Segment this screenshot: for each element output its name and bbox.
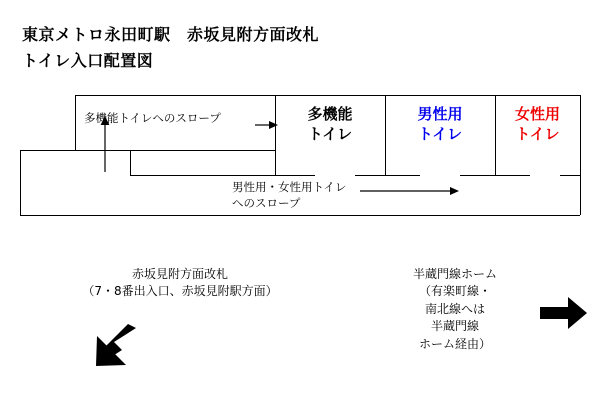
slope-male-female-arrow-icon [360,185,460,197]
wall-bottom [20,215,580,216]
room-label-female-line1: 女性用 [514,105,560,123]
annotation-slope-male-female-line1: 男性用・女性用トイレ [232,180,347,194]
wall-front-multipurpose-b [355,175,385,176]
wall-inner-corridor-vertical [130,150,131,175]
arrow-down-left-icon [92,322,138,368]
room-label-male [385,104,495,145]
wall-left-upper [75,95,76,150]
wall-front-male-b [460,175,495,176]
caption-right-line3: 南北線へは [424,301,485,316]
caption-right-line1: 半蔵門線ホーム [412,267,497,281]
annotation-slope-male-female-line2: へのスロープ [232,196,301,210]
page-title-line-1: 東京メトロ永田町駅 赤坂見附方面改札 [22,25,320,44]
wall-left-outer [20,150,21,215]
arrow-right-icon [540,296,588,330]
room-label-multipurpose-line2: トイレ [307,125,353,144]
room-label-male-line2: トイレ [417,125,463,144]
room-label-multipurpose [275,104,385,145]
wall-front-female-a [495,175,530,176]
wall-front-male-a [385,175,420,176]
wall-inner-corridor-horizontal [130,175,275,176]
wall-right-outer [580,95,581,215]
wall-top [75,95,580,96]
wall-front-multipurpose-a [275,175,315,176]
caption-right-line4: 半蔵門線 [430,319,479,334]
caption-left-line2: （7・8番出入口、赤坂見附駅方面） [82,284,278,299]
caption-left-line1: 赤坂見附方面改札 [131,267,228,281]
caption-right-platform [390,266,520,353]
page-title-line-2: トイレ入口配置図 [22,51,154,70]
room-label-female [495,104,580,145]
room-label-multipurpose-line1: 多機能 [307,105,353,123]
caption-right-line2: （有楽町線・ [418,284,491,299]
wall-front-female-b [560,175,580,176]
caption-right-line5: ホーム経由） [418,336,491,351]
annotation-slope-multipurpose: 多機能トイレへのスロープ [84,111,221,125]
room-label-female-line2: トイレ [515,125,560,144]
wall-corridor-under [20,150,275,151]
room-label-male-line1: 男性用 [417,105,463,123]
caption-left-gate [60,266,300,301]
